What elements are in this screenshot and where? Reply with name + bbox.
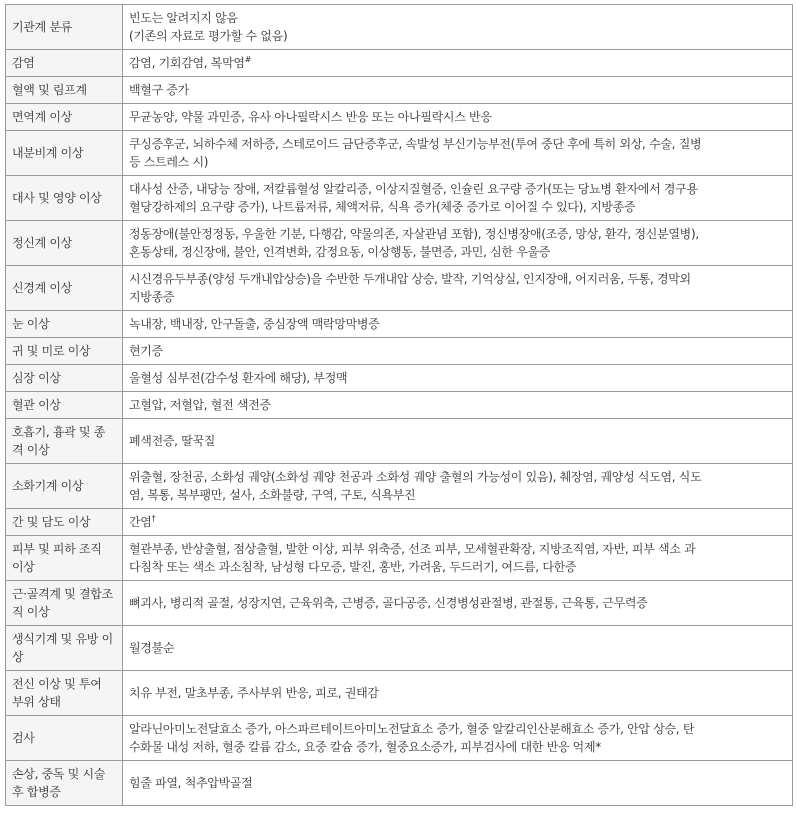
reaction-text — [129, 558, 786, 576]
reaction-cell — [123, 221, 793, 266]
table-row — [6, 716, 793, 761]
reaction-cell — [123, 77, 793, 104]
table-row — [6, 671, 793, 716]
reaction-cell — [123, 419, 793, 464]
reaction-line: 염, 복통, 복부팽만, 설사, 소화불량, 구역, 구토, 식욕부진 — [129, 488, 416, 502]
reaction-line: 수화물 내성 저하, 혈중 칼륨 감소, 요중 칼슘 증가, 혈중요소증가, 피부검사에 대한 반응 억제* — [129, 740, 601, 754]
reaction-cell — [123, 311, 793, 338]
reaction-text — [129, 594, 786, 612]
category-cell: 면역계 이상 — [6, 104, 123, 131]
category-cell: 생식기계 및 유방 이상 — [6, 626, 123, 671]
table-row — [6, 50, 793, 77]
reaction-line: 월경불순 — [129, 641, 175, 655]
reaction-line: 대사성 산증, 내당능 장애, 저칼륨혈성 알칼리증, 이상지질혈증, 인슐린 요구량 증가(또는 당뇨병 환자에서 경구용 — [129, 182, 698, 196]
category-cell: 눈 이상 — [6, 311, 123, 338]
reaction-text — [129, 774, 786, 792]
reaction-cell — [123, 716, 793, 761]
reaction-line: 감염, 기회감염, 복막염 — [129, 56, 245, 70]
reaction-line: (기존의 자료로 평가할 수 없음) — [129, 29, 288, 43]
reaction-text — [129, 486, 786, 504]
category-cell: 기관계 분류 — [6, 5, 123, 50]
reaction-text — [129, 81, 786, 99]
reaction-text — [129, 225, 786, 243]
reaction-line: 폐색전증, 딸꾹질 — [129, 434, 216, 448]
reaction-line: 알라닌아미노전달효소 증가, 아스파르테이트아미노전달효소 증가, 혈중 알칼리인산분해효소 증가, 안압 상승, 탄 — [129, 722, 695, 736]
footnote-mark: † — [151, 514, 156, 523]
reaction-text — [129, 27, 786, 45]
table-row — [6, 338, 793, 365]
reaction-text — [129, 396, 786, 414]
reaction-cell — [123, 464, 793, 509]
reaction-cell — [123, 626, 793, 671]
reaction-line: 녹내장, 백내장, 안구돌출, 중심장액 맥락망막병증 — [129, 317, 380, 331]
table-row — [6, 536, 793, 581]
reaction-line: 무균농양, 약물 과민증, 유사 아나필락시스 반응 또는 아나필락시스 반응 — [129, 110, 492, 124]
reaction-line: 치유 부전, 말초부종, 주사부위 반응, 피로, 권태감 — [129, 686, 379, 700]
category-cell: 검사 — [6, 716, 123, 761]
reaction-text — [129, 54, 786, 72]
table-body — [6, 5, 793, 806]
reaction-line: 고혈압, 저혈압, 혈전 색전증 — [129, 398, 271, 412]
reaction-cell — [123, 338, 793, 365]
reaction-text — [129, 180, 786, 198]
reaction-text — [129, 513, 786, 531]
reaction-text — [129, 432, 786, 450]
reaction-cell — [123, 509, 793, 536]
reaction-text — [129, 243, 786, 261]
category-cell: 감염 — [6, 50, 123, 77]
category-cell: 혈관 이상 — [6, 392, 123, 419]
reaction-text — [129, 639, 786, 657]
category-cell: 정신계 이상 — [6, 221, 123, 266]
footnote-mark: # — [244, 55, 252, 64]
reaction-line: 쿠싱증후군, 뇌하수체 저하증, 스테로이드 금단증후군, 속발성 부신기능부전(투여 중단 후에 특히 외상, 수술, 질병 — [129, 137, 702, 151]
reaction-line: 혼동상태, 정신장애, 불안, 인격변화, 감정요동, 이상행동, 불면증, 과민, 심한 우울증 — [129, 245, 551, 259]
table-row — [6, 221, 793, 266]
category-cell: 손상, 중독 및 시술 후 합병증 — [6, 761, 123, 806]
reaction-line: 뼈괴사, 병리적 골절, 성장지연, 근육위축, 근병증, 골다공증, 신경병성관절병, 관절통, 근육통, 근무력증 — [129, 596, 648, 610]
reaction-cell — [123, 671, 793, 716]
category-cell: 내분비계 이상 — [6, 131, 123, 176]
adverse-reactions-table-container — [5, 4, 793, 806]
reaction-text — [129, 135, 786, 153]
table-row — [6, 131, 793, 176]
table-row — [6, 311, 793, 338]
category-cell: 대사 및 영양 이상 — [6, 176, 123, 221]
reaction-line: 혈관부종, 반상출혈, 점상출혈, 발한 이상, 피부 위축증, 선조 피부, 모세혈관확장, 지방조직염, 자반, 피부 색소 과 — [129, 542, 696, 556]
table-row — [6, 419, 793, 464]
reaction-line: 힘줄 파열, 척추압박골절 — [129, 776, 253, 790]
reaction-text — [129, 540, 786, 558]
reaction-cell — [123, 581, 793, 626]
category-cell: 귀 및 미로 이상 — [6, 338, 123, 365]
reaction-text — [129, 369, 786, 387]
reaction-line: 빈도는 알려지지 않음 — [129, 11, 238, 25]
category-cell: 간 및 담도 이상 — [6, 509, 123, 536]
reaction-line: 울혈성 심부전(감수성 환자에 해당), 부정맥 — [129, 371, 348, 385]
reaction-text — [129, 198, 786, 216]
reaction-line: 현기증 — [129, 344, 163, 358]
category-cell: 전신 이상 및 투여 부위 상태 — [6, 671, 123, 716]
table-row — [6, 104, 793, 131]
table-row — [6, 464, 793, 509]
table-row — [6, 509, 793, 536]
table-row — [6, 266, 793, 311]
reaction-cell — [123, 365, 793, 392]
category-cell: 혈액 및 림프계 — [6, 77, 123, 104]
reaction-line: 시신경유두부종(양성 두개내압상승)을 수반한 두개내압 상승, 발작, 기억상실, 인지장애, 어지러움, 두통, 경막외 — [129, 272, 691, 286]
reaction-line: 백혈구 증가 — [129, 83, 189, 97]
reaction-cell — [123, 50, 793, 77]
category-cell: 근·골격계 및 결합조직 이상 — [6, 581, 123, 626]
reaction-text — [129, 342, 786, 360]
reaction-line: 정동장애(불안정정동, 우울한 기분, 다행감, 약물의존, 자살관념 포함), 정신병장애(조증, 망상, 환각, 정신분열병), — [129, 227, 699, 241]
category-cell: 심장 이상 — [6, 365, 123, 392]
reaction-text — [129, 153, 786, 171]
reaction-text — [129, 468, 786, 486]
reaction-text — [129, 288, 786, 306]
table-row — [6, 77, 793, 104]
table-row — [6, 392, 793, 419]
category-cell: 소화기계 이상 — [6, 464, 123, 509]
category-cell: 호흡기, 흉곽 및 종격 이상 — [6, 419, 123, 464]
table-row — [6, 761, 793, 806]
table-row — [6, 581, 793, 626]
table-row — [6, 5, 793, 50]
reaction-cell — [123, 176, 793, 221]
category-cell: 피부 및 피하 조직 이상 — [6, 536, 123, 581]
reaction-cell — [123, 392, 793, 419]
reaction-line: 다침착 또는 색소 과소침착, 남성형 다모증, 발진, 홍반, 가려움, 두드러기, 여드름, 다한증 — [129, 560, 577, 574]
reaction-cell — [123, 104, 793, 131]
reaction-line: 위출혈, 장천공, 소화성 궤양(소화성 궤양 천공과 소화성 궤양 출혈의 가능성이 있음), 췌장염, 궤양성 식도염, 식도 — [129, 470, 702, 484]
table-row — [6, 176, 793, 221]
reaction-line: 등 스트레스 시) — [129, 155, 209, 169]
reaction-text — [129, 108, 786, 126]
reaction-cell — [123, 536, 793, 581]
reaction-cell — [123, 761, 793, 806]
reaction-text — [129, 9, 786, 27]
table-row — [6, 365, 793, 392]
reaction-line: 간염 — [129, 515, 152, 529]
adverse-reactions-table — [5, 4, 793, 806]
category-cell: 신경계 이상 — [6, 266, 123, 311]
reaction-text — [129, 270, 786, 288]
reaction-text — [129, 738, 786, 756]
reaction-line: 지방종증 — [129, 290, 175, 304]
reaction-text — [129, 315, 786, 333]
reaction-cell — [123, 5, 793, 50]
table-row — [6, 626, 793, 671]
reaction-text — [129, 720, 786, 738]
reaction-cell — [123, 266, 793, 311]
reaction-line: 혈당강하제의 요구량 증가), 나트륨저류, 체액저류, 식욕 증가(체중 증가로 이어질 수 있다), 지방종증 — [129, 200, 636, 214]
reaction-text — [129, 684, 786, 702]
reaction-cell — [123, 131, 793, 176]
